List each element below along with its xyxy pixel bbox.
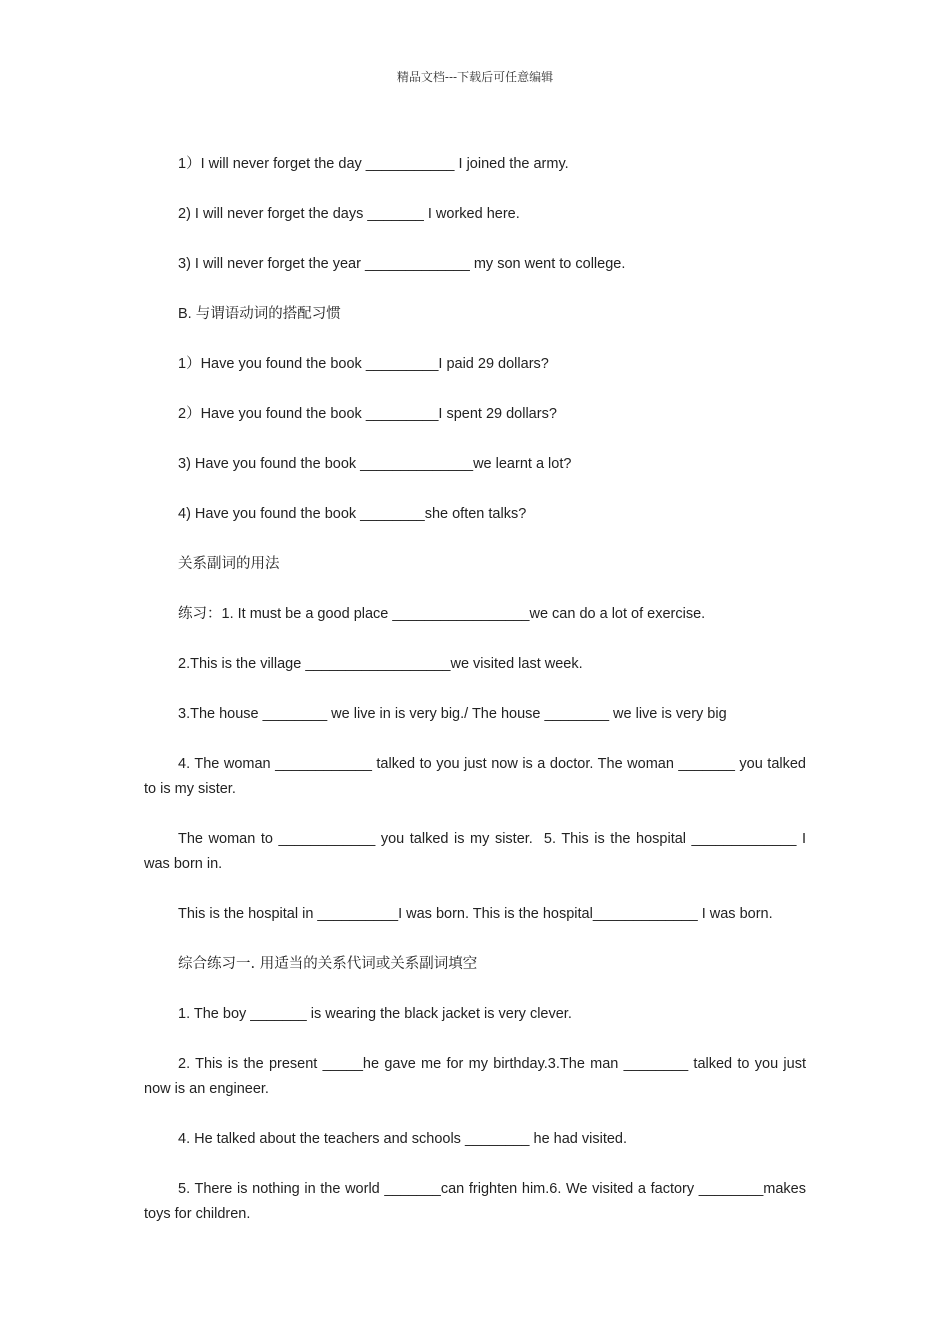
document-body: [144, 152, 811, 1252]
exercise-line: 4. He talked about the teachers and schools ________ he had visited.: [178, 1131, 628, 1147]
section-heading: 综合练习一. 用适当的关系代词或关系副词填空: [178, 956, 478, 972]
exercise-line: 3) Have you found the book ______________we learnt a lot?: [178, 456, 572, 472]
exercise-line: The woman to ____________ you talked is my sister. 5. This is the hospital _____________ I was born in.: [144, 831, 811, 872]
section-heading: 关系副词的用法: [178, 556, 280, 572]
exercise-line: 1. The boy _______ is wearing the black jacket is very clever.: [178, 1006, 572, 1022]
exercise-line: 2）Have you found the book _________I spent 29 dollars?: [178, 406, 557, 422]
exercise-line: 2.This is the village __________________we visited last week.: [178, 656, 583, 672]
exercise-line: 4. The woman ____________ talked to you just now is a doctor. The woman _______ you talked to is my sister.: [144, 756, 811, 797]
section-heading: B. 与谓语动词的搭配习惯: [178, 306, 341, 322]
exercise-line: 3.The house ________ we live in is very big./ The house ________ we live is very big: [178, 706, 727, 722]
exercise-line: 3) I will never forget the year _____________ my son went to college.: [178, 256, 626, 272]
exercise-line: 2) I will never forget the days _______ I worked here.: [178, 206, 520, 222]
exercise-line: 4) Have you found the book ________she often talks?: [178, 506, 527, 522]
exercise-line: 5. There is nothing in the world _______can frighten him.6. We visited a factory ________makes toys for children.: [144, 1181, 811, 1222]
exercise-line: 1）Have you found the book _________I paid 29 dollars?: [178, 356, 549, 372]
exercise-line: 1）I will never forget the day ___________ I joined the army.: [178, 156, 569, 172]
exercise-line: 练习：1. It must be a good place _________________we can do a lot of exercise.: [178, 606, 706, 622]
page-header: 精品文档---下载后可任意编辑: [396, 70, 554, 84]
exercise-line: This is the hospital in __________I was born. This is the hospital_____________ I was born.: [178, 906, 773, 922]
exercise-line: 2. This is the present _____he gave me for my birthday.3.The man ________ talked to you just now is an engineer.: [144, 1056, 811, 1097]
